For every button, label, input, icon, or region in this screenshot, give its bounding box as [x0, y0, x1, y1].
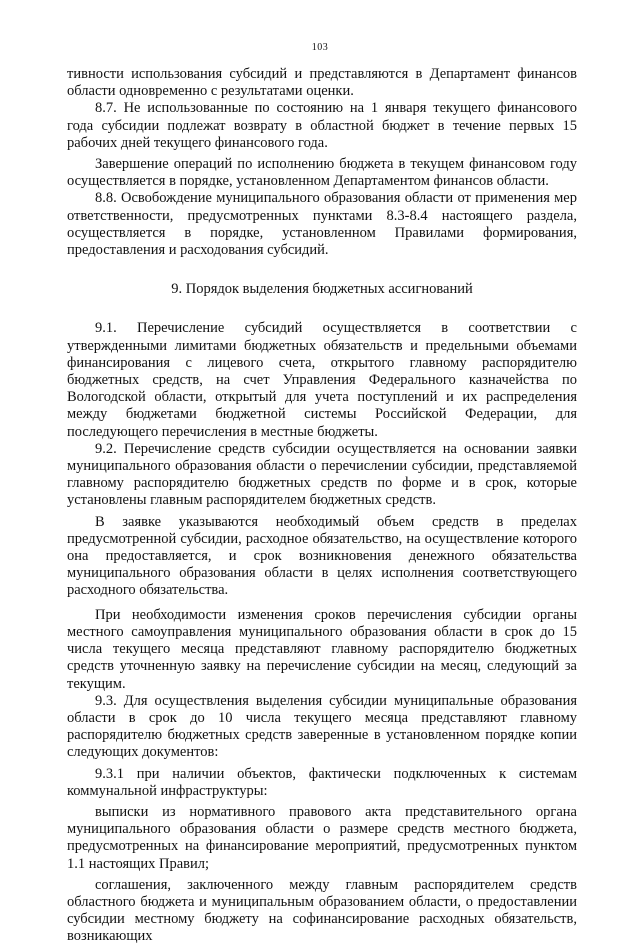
paragraph-9-2: 9.2. Перечисление средств субсидии осуществляется на основании заявки муниципального образования области о перечислении субсидии, представляемой главному распорядителю бюджетных средств по форме и в срок, которые установлены главным распорядителем бюджетных средств.: [67, 440, 577, 509]
paragraph-agreement: соглашения, заключенного между главным распорядителем средств областного бюджета и муниципальным образованием области, о предоставлении субсидии местному бюджету на софинансирование расходных обязательств, возникающих: [67, 876, 577, 945]
paragraph-application-content: В заявке указываются необходимый объем средств в пределах предусмотренной субсидии, расходное обязательство, на осуществление которого она предоставляется, и срок возникновения денежного обязательства муниципального образования области в целях исполнения соответствующего расходного обязательства.: [67, 513, 577, 599]
paragraph-continuation: тивности использования субсидий и представляются в Департамент финансов области одновременно с результатами оценки.: [67, 66, 577, 100]
document-body: [67, 66, 577, 946]
paragraph-8-7: 8.7. Не использованные по состоянию на 1 января текущего финансового года субсидии подлежат возврату в областной бюджет в течение первых 15 рабочих дней текущего финансового года.: [67, 100, 577, 151]
paragraph-9-1: 9.1. Перечисление субсидий осуществляется в соответствии с утвержденными лимитами бюджетных обязательств и предельными объемами финансирования с лицевого счета, открытого главному распорядителю бюджетных средств, на счет Управления Федерального казначейства по Вологодской области, открытый для учета поступлений и их распределения между бюджетами бюджетной системы Российской Федерации, для последующего перечисления в местные бюджеты.: [67, 320, 577, 440]
paragraph-8-8: 8.8. Освобождение муниципального образования области от применения мер ответственности, предусмотренных пунктами 8.3-8.4 настоящего раздела, осуществляется в порядке, установленном Правилами формирования, предоставления и расходования субсидий.: [67, 190, 577, 259]
paragraph-budget-completion: Завершение операций по исполнению бюджета в текущем финансовом году осуществляется в порядке, установленном Департаментом финансов области.: [67, 156, 577, 190]
paragraph-9-3-1: 9.3.1 при наличии объектов, фактически подключенных к системам коммунальной инфраструктуры:: [67, 765, 577, 799]
paragraph-term-change: При необходимости изменения сроков перечисления субсидии органы местного самоуправления муниципального образования области в срок до 15 числа текущего месяца представляют главному распорядителю бюджетных средств уточненную заявку на перечисление субсидии на месяц, следующий за текущим.: [67, 606, 577, 692]
page-number: 103: [311, 42, 329, 53]
paragraph-9-3: 9.3. Для осуществления выделения субсидии муниципальные образования области в срок до 10 числа текущего месяца представляют главному распорядителю бюджетных средств заверенные в установленном порядке копии следующих документов:: [67, 692, 577, 761]
paragraph-extracts: выписки из нормативного правового акта представительного органа муниципального образования области о размере средств местного бюджета, предусмотренных на финансирование мероприятий, предусмотренных пунктом 1.1 настоящих Правил;: [67, 803, 577, 872]
section-9-heading: 9. Порядок выделения бюджетных ассигнований: [171, 281, 473, 298]
